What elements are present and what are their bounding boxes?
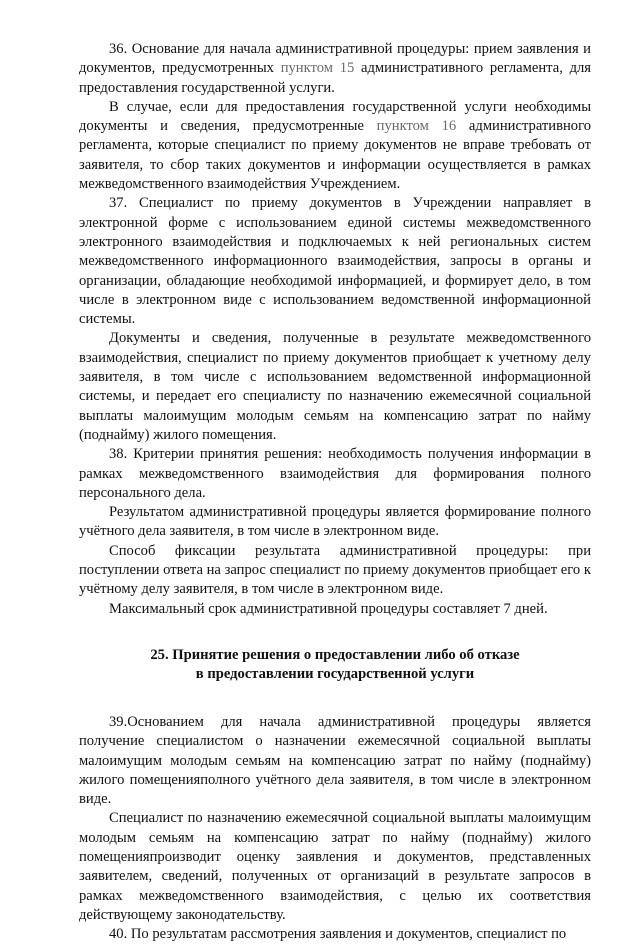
section-heading-line-1: 25. Принятие решения о предоставлении либо об отказе	[150, 646, 520, 663]
paragraph-36b-text-before: В случае, если для предоставления государственной услуги необходимы документы и сведения, предусмотренные	[79, 98, 591, 135]
paragraph-39-continuation: Специалист по назначению ежемесячной социальной выплаты малоимущим молодым семьям на компенсацию затрат по найму (поднайму) жилого помещенияпроизводит оценку заявления и документов, представленных заявителем, сведений, полученных от организаций в результате запросов в рамках межведомственного взаимодействия, с целью их соответствия действующему законодательству.	[79, 810, 591, 923]
section-heading-25	[79, 646, 591, 685]
paragraph-36	[79, 40, 591, 98]
paragraph-37-continuation: Документы и сведения, полученные в результате межведомственного взаимодействия, специалист по приему документов приобщает к учетному делу заявителя, в том числе с использованием ведомственной информационной системы, и передает его специалисту по назначению ежемесячной социальной выплаты малоимущим молодым семьям на компенсацию затрат по найму (поднайму) жилого помещения.	[79, 330, 591, 443]
paragraph-38-deadline: Максимальный срок административной процедуры составляет 7 дней.	[109, 600, 548, 617]
section-heading-line-2: в предоставлении государственной услуги	[195, 666, 475, 683]
paragraph-36-text-after: административного регламента, для предоставления государственной услуги.	[79, 60, 591, 96]
paragraph-39: 39.Основанием для начала административной процедуры является получение специалистом о назначении ежемесячной социальной выплаты малоимущим молодым семьям на компенсацию затрат по найму (поднайму) жилого помещенияполного учётного дела заявителя, в том числе в электронном виде.	[79, 713, 591, 808]
paragraph-36-text-before: 36. Основание для начала административной процедуры: прием заявления и документов, предусмотренных	[79, 41, 591, 77]
paragraph-38-fixation: Способ фиксации результата административной процедуры: при поступлении ответа на запрос специалист по приему документов приобщает его к учётному делу заявителя, в том числе в электронном виде.	[79, 542, 591, 598]
paragraph-36b-text-after: административного регламента, которые специалист по приему документов не вправе требовать от заявителя, то сбор таких документов и информации осуществляется в рамках межведомственного взаимодействия Учреждением.	[79, 118, 592, 193]
link-punkt-15[interactable]: пунктом 15	[280, 60, 355, 77]
paragraph-38-result: Результатом административной процедуры является формирование полного учётного дела заявителя, в том числе в электронном виде.	[79, 504, 591, 540]
paragraph-36-continuation	[79, 98, 591, 194]
paragraph-38: 38. Критерии принятия решения: необходимость получения информации в рамках межведомственного взаимодействия для формирования полного персонального дела.	[79, 446, 591, 501]
paragraph-37: 37. Специалист по приему документов в Учреждении направляет в электронной форме с использованием единой системы межведомственного электронного взаимодействия и подключаемых к ней региональных систем межведомственного информационного взаимодействия, запросы в органы и организации, обладающие необходимой информацией, и формирует дело, в том числе в электронном виде с использованием ведомственной информационной системы.	[79, 195, 591, 328]
document-page	[79, 40, 591, 944]
link-punkt-16[interactable]: пунктом 16	[376, 118, 457, 135]
paragraph-40: 40. По результатам рассмотрения заявления и документов, специалист по	[109, 926, 567, 943]
